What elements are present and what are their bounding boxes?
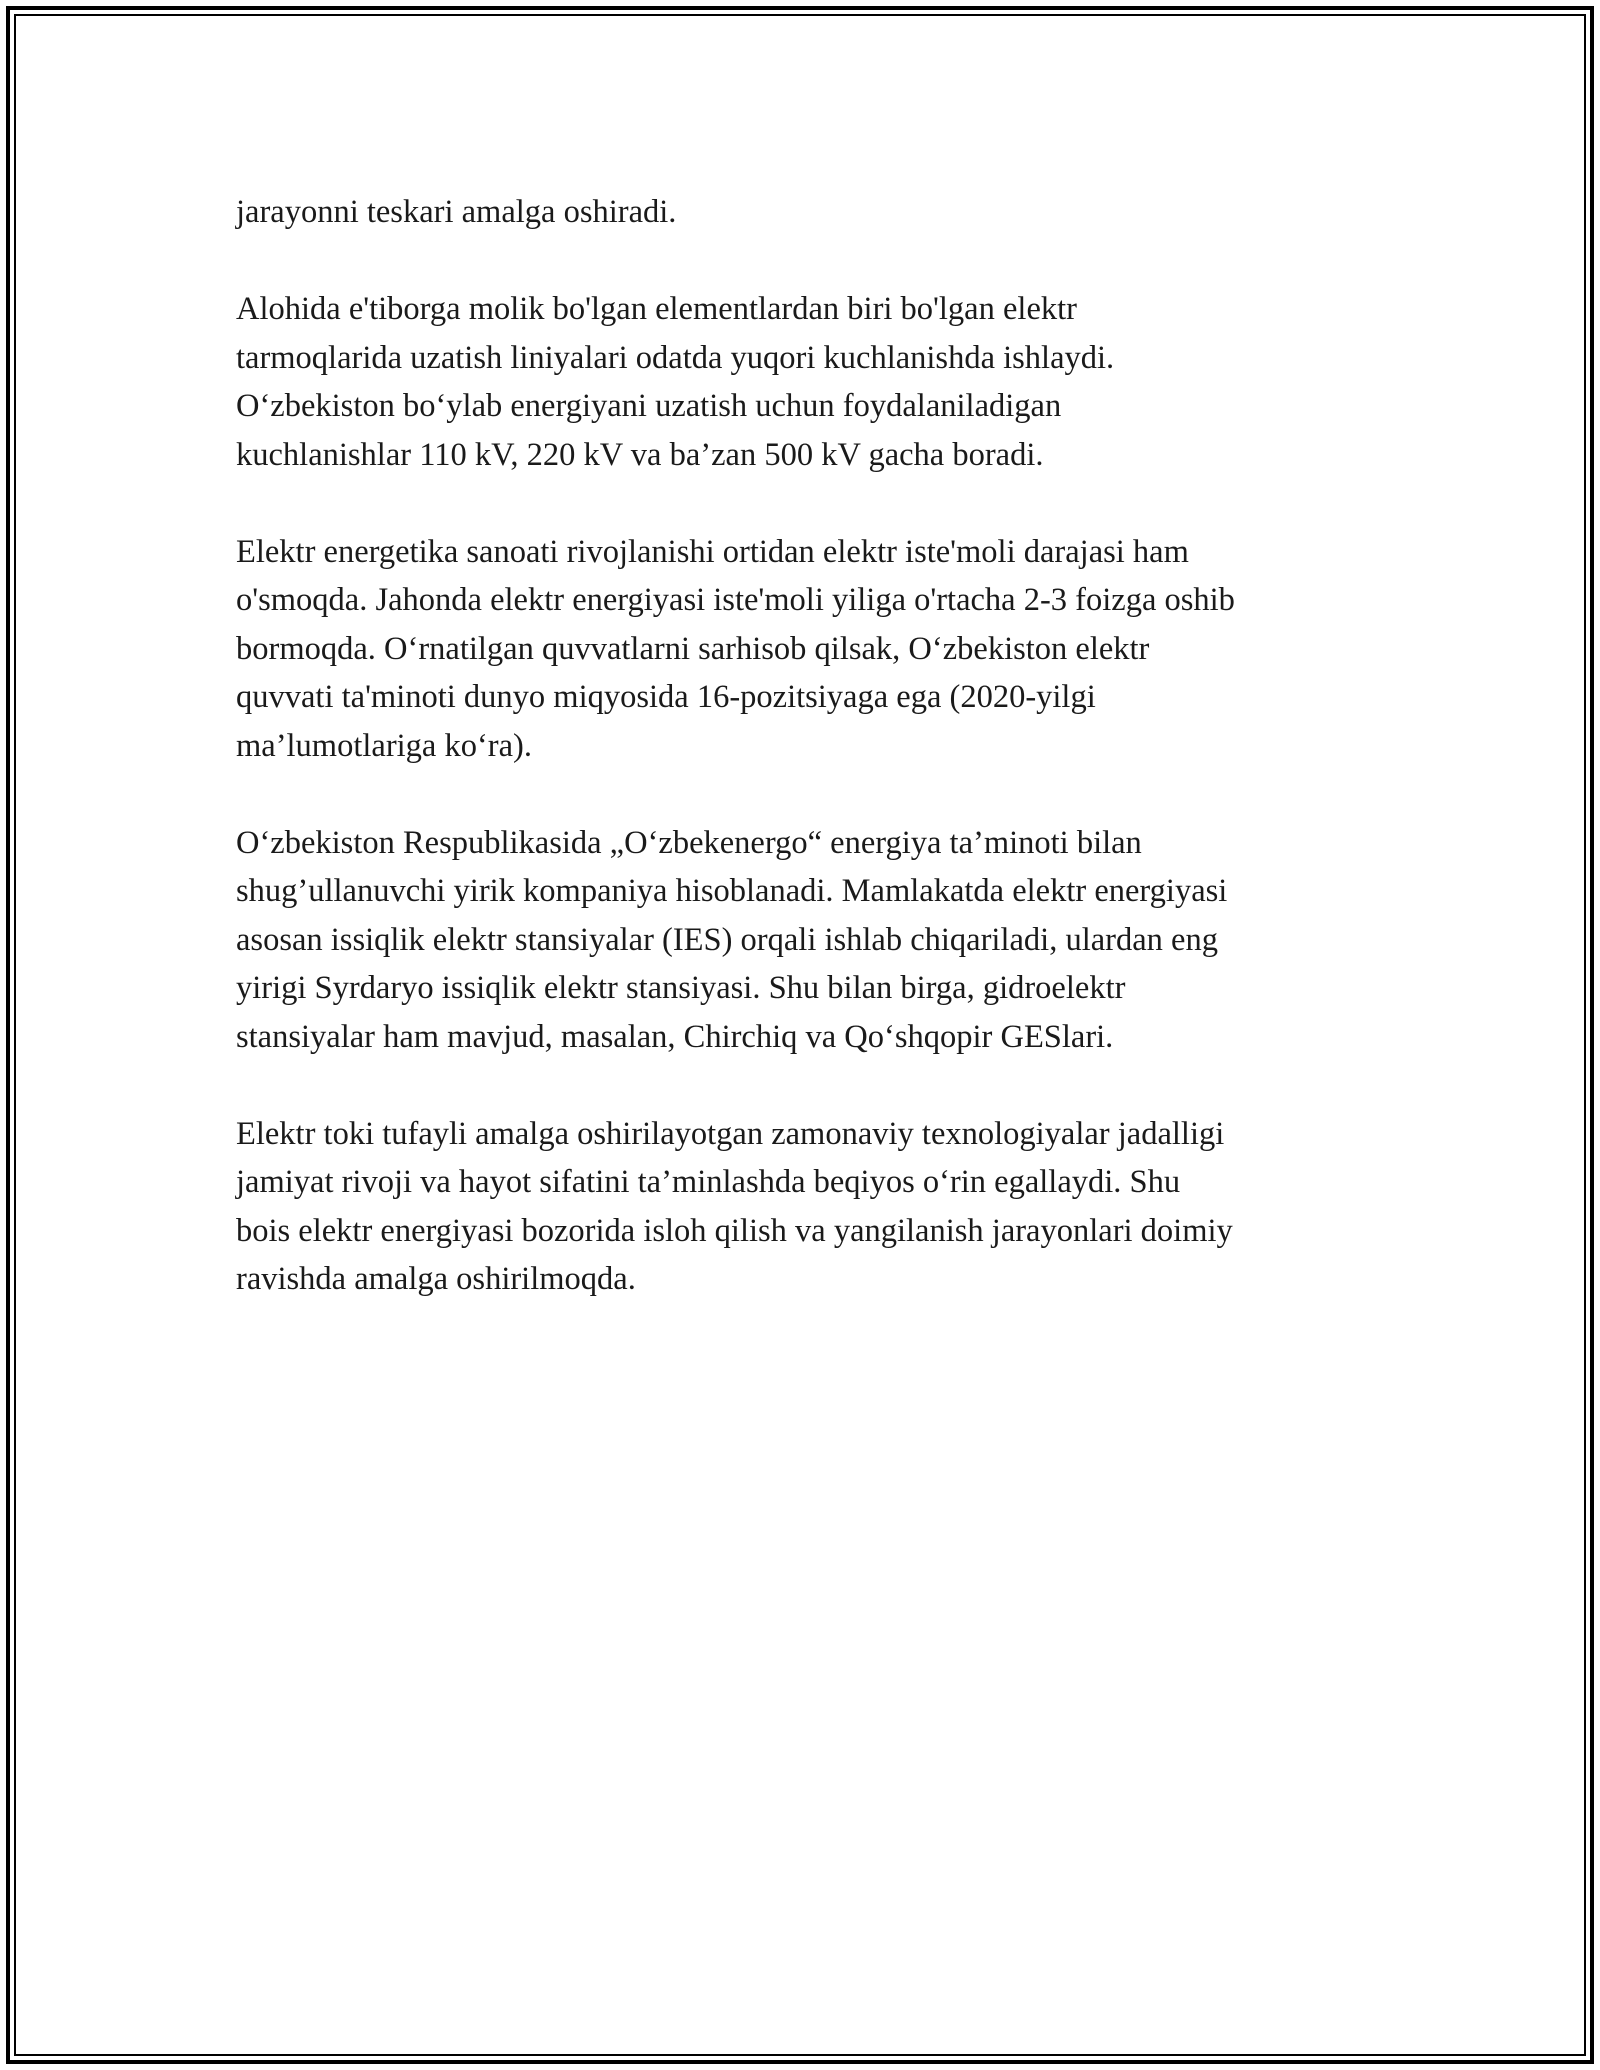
paragraph-continuation: jarayonni teskari amalga oshiradi.	[236, 194, 677, 230]
document-body	[236, 188, 1376, 1352]
paragraph-uzbekenergo: O‘zbekiston Respublikasida „O‘zbekenergo“ energiya ta’minoti bilan shug’ullanuvchi yirik kompaniya hisoblanadi. Mamlakatda elektr energiyasi asosan issiqlik elektr stansiyalar (IES) orqali ishlab chiqariladi, ulardan eng yirigi Syrdaryo issiqlik elektr stansiyasi. Shu bilan birga, gidroelektr stansiyalar ham mavjud, masalan, Chirchiq va Qo‘shqopir GESlari.	[236, 824, 1228, 1055]
paragraph-technologies: Elektr toki tufayli amalga oshirilayotgan zamonaviy texnologiyalar jadalligi jamiyat rivoji va hayot sifatini ta’minlashda beqiyos o‘rin egallaydi. Shu bois elektr energiyasi bozorida isloh qilish va yangilanish jarayonlari doimiy ravishda amalga oshirilmoqda.	[236, 1115, 1233, 1297]
paragraph-transmission-lines: Alohida e'tiborga molik bo'lgan elementlardan biri bo'lgan elektr tarmoqlarida uzatish liniyalari odatda yuqori kuchlanishda ishlaydi. O‘zbekiston bo‘ylab energiyani uzatish uchun foydalaniladigan kuchlanishlar 110 kV, 220 kV va ba’zan 500 kV gacha boradi.	[236, 291, 1115, 473]
paragraph-consumption-growth: Elektr energetika sanoati rivojlanishi ortidan elektr iste'moli darajasi ham o'smoqda. Jahonda elektr energiyasi iste'moli yiliga o'rtacha 2-3 foizga oshib bormoqda. O‘rnatilgan quvvatlarni sarhisob qilsak, O‘zbekiston elektr quvvati ta'minoti dunyo miqyosida 16-pozitsiyaga ega (2020-yilgi ma’lumotlariga ko‘ra).	[236, 533, 1235, 764]
